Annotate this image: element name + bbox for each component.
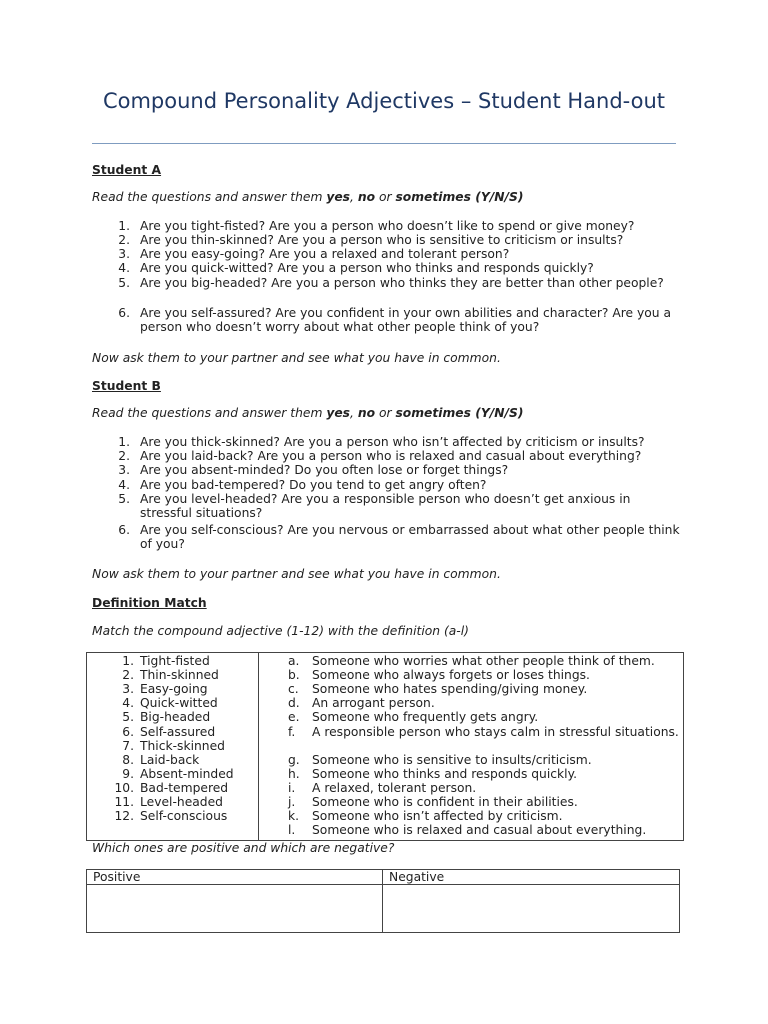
definition-match-instruction: Match the compound adjective (1-12) with the definition (a-l) bbox=[92, 624, 469, 638]
no-word: no bbox=[357, 190, 376, 204]
adjective-number: 3. bbox=[122, 682, 134, 697]
adjective-number: 6. bbox=[122, 724, 134, 739]
definition-letter: f. bbox=[288, 724, 296, 739]
no-word: no bbox=[357, 406, 376, 420]
negative-answer-cell[interactable] bbox=[383, 885, 679, 932]
adjective-item: Easy-going bbox=[140, 682, 208, 697]
question-number: 3. bbox=[118, 247, 130, 261]
question-number: 1. bbox=[118, 219, 130, 233]
adjective-number: 8. bbox=[122, 752, 134, 767]
adjective-number: 10. bbox=[114, 780, 134, 795]
negative-column-header: Negative bbox=[389, 870, 445, 884]
definition-item: Someone who is sensitive to insults/criticism. bbox=[312, 752, 592, 767]
definition-letter: k. bbox=[288, 809, 300, 824]
student-b-question-2: Are you laid-back? Are you a person who is relaxed and casual about everything? bbox=[140, 449, 642, 463]
positive-negative-question: Which ones are positive and which are negative? bbox=[92, 841, 395, 855]
title-divider bbox=[92, 143, 676, 144]
adjective-item: Level-headed bbox=[140, 795, 223, 809]
question-number: 1. bbox=[118, 435, 130, 449]
question-number: 4. bbox=[118, 261, 130, 275]
student-b-heading: Student B bbox=[92, 379, 161, 393]
question-number: 6. bbox=[118, 523, 130, 537]
student-a-question-4: Are you quick-witted? Are you a person who thinks and responds quickly? bbox=[140, 261, 594, 275]
student-b-question-6: Are you self-conscious? Are you nervous or embarrassed about what other people think of you? bbox=[140, 523, 680, 552]
definition-letter: l. bbox=[288, 823, 296, 838]
question-number: 3. bbox=[118, 463, 130, 477]
definition-letter: c. bbox=[288, 682, 299, 697]
definition-item: Someone who worries what other people think of them. bbox=[312, 654, 655, 668]
adjective-item: Laid-back bbox=[140, 752, 200, 767]
adjective-item: Thin-skinned bbox=[140, 668, 219, 683]
definition-letter: h. bbox=[288, 766, 300, 781]
definition-item: Someone who thinks and responds quickly. bbox=[312, 766, 578, 781]
definition-letter: a. bbox=[288, 654, 300, 668]
student-b-question-4: Are you bad-tempered? Do you tend to get angry often? bbox=[140, 478, 487, 492]
student-a-instruction bbox=[92, 190, 524, 204]
comma: , bbox=[350, 190, 358, 204]
adjective-number: 5. bbox=[122, 710, 134, 725]
student-a-closing: Now ask them to your partner and see what you have in common. bbox=[92, 351, 501, 365]
definition-item: Someone who isn’t affected by criticism. bbox=[312, 809, 563, 824]
definition-item: A relaxed, tolerant person. bbox=[312, 780, 477, 795]
definition-item: Someone who hates spending/giving money. bbox=[312, 682, 588, 697]
adjective-number: 11. bbox=[114, 795, 134, 809]
instruction-text: Read the questions and answer them bbox=[92, 406, 327, 420]
adjective-number: 2. bbox=[122, 668, 134, 683]
adjective-item: Thick-skinned bbox=[140, 738, 225, 753]
page-title: Compound Personality Adjectives – Student Hand-out bbox=[102, 89, 666, 113]
definition-item: Someone who is confident in their abilities. bbox=[312, 795, 578, 809]
definition-letter: g. bbox=[288, 752, 300, 767]
adjective-number: 9. bbox=[122, 766, 134, 781]
yes-word: yes bbox=[326, 190, 351, 204]
definition-item: An arrogant person. bbox=[312, 696, 435, 711]
adjective-item: Tight-fisted bbox=[140, 654, 210, 668]
question-number: 4. bbox=[118, 478, 130, 492]
student-a-question-5: Are you big-headed? Are you a person who thinks they are better than other people? bbox=[140, 276, 664, 290]
student-b-question-5: Are you level-headed? Are you a responsible person who doesn’t get anxious in stressful situations? bbox=[140, 492, 631, 521]
adjective-item: Self-conscious bbox=[140, 809, 228, 824]
student-b-question-3: Are you absent-minded? Do you often lose or forget things? bbox=[140, 463, 509, 477]
adjective-item: Self-assured bbox=[140, 724, 216, 739]
question-number: 2. bbox=[118, 233, 130, 247]
instruction-text: Read the questions and answer them bbox=[92, 190, 327, 204]
student-b-instruction bbox=[92, 406, 524, 420]
adjective-item: Big-headed bbox=[140, 710, 211, 725]
question-number: 6. bbox=[118, 306, 130, 320]
definition-letter: e. bbox=[288, 710, 300, 725]
positive-negative-table bbox=[86, 869, 680, 933]
student-a-question-2: Are you thin-skinned? Are you a person who is sensitive to criticism or insults? bbox=[140, 233, 624, 247]
or-word: or bbox=[375, 190, 396, 204]
definition-letter: d. bbox=[288, 696, 300, 711]
sometimes-word: sometimes (Y/N/S) bbox=[395, 406, 524, 420]
question-number: 5. bbox=[118, 492, 130, 506]
student-a-question-6: Are you self-assured? Are you confident in your own abilities and character? Are you a person who doesn’t worry about what other people think of you? bbox=[140, 306, 672, 335]
student-b-question-1: Are you thick-skinned? Are you a person who isn’t affected by criticism or insults? bbox=[140, 435, 645, 449]
definition-item: Someone who always forgets or loses things. bbox=[312, 668, 590, 683]
positive-column-header: Positive bbox=[93, 870, 141, 884]
student-a-question-3: Are you easy-going? Are you a relaxed and tolerant person? bbox=[140, 247, 510, 261]
adjective-number: 1. bbox=[122, 654, 134, 668]
adjective-number: 4. bbox=[122, 696, 134, 711]
student-a-question-1: Are you tight-fisted? Are you a person who doesn’t like to spend or give money? bbox=[140, 219, 635, 233]
question-number: 5. bbox=[118, 276, 130, 290]
table-column-divider bbox=[258, 653, 259, 840]
adjective-number: 12. bbox=[114, 809, 134, 824]
positive-answer-cell[interactable] bbox=[87, 885, 382, 932]
definition-item: Someone who is relaxed and casual about everything. bbox=[312, 823, 647, 838]
comma: , bbox=[350, 406, 358, 420]
adjective-item: Quick-witted bbox=[140, 696, 218, 711]
adjective-item: Bad-tempered bbox=[140, 780, 229, 795]
adjective-item: Absent-minded bbox=[140, 766, 234, 781]
sometimes-word: sometimes (Y/N/S) bbox=[395, 190, 524, 204]
definition-letter: i. bbox=[288, 780, 296, 795]
definition-match-heading: Definition Match bbox=[92, 596, 207, 610]
student-b-closing: Now ask them to your partner and see what you have in common. bbox=[92, 567, 501, 581]
yes-word: yes bbox=[326, 406, 351, 420]
definition-letter: b. bbox=[288, 668, 300, 683]
student-a-heading: Student A bbox=[92, 163, 162, 177]
definition-item: A responsible person who stays calm in stressful situations. bbox=[312, 724, 679, 739]
question-number: 2. bbox=[118, 449, 130, 463]
definition-letter: j. bbox=[288, 795, 296, 809]
or-word: or bbox=[375, 406, 396, 420]
definition-item: Someone who frequently gets angry. bbox=[312, 710, 539, 725]
adjective-number: 7. bbox=[122, 738, 134, 753]
